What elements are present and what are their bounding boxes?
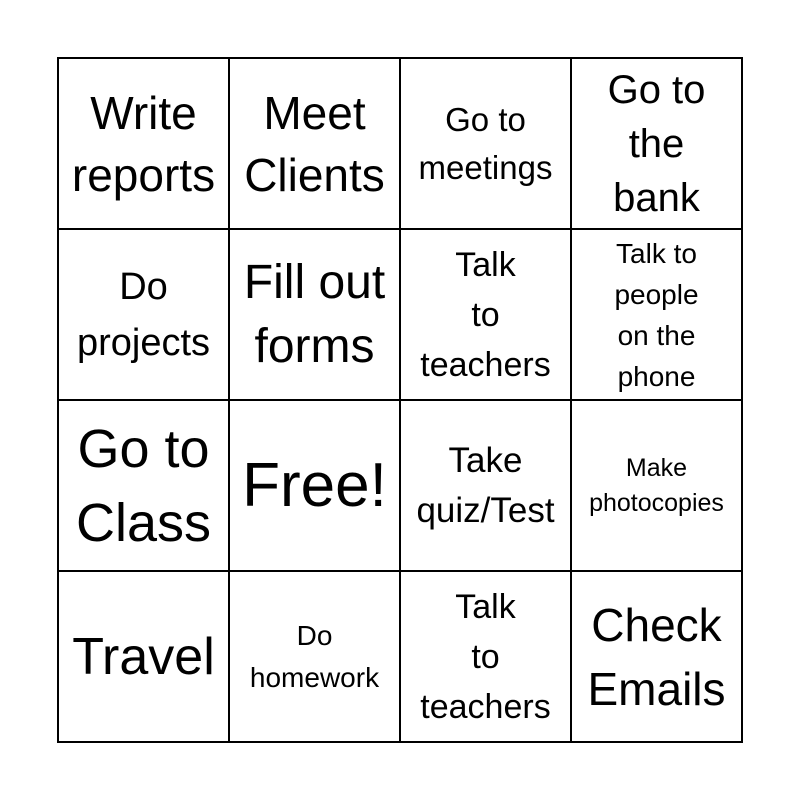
cell-label: Write reports (71, 86, 216, 201)
cell-label: Make photocopies (589, 453, 724, 517)
bingo-cell-make-photocopies[interactable] (572, 401, 743, 572)
cell-label: Go to Class (75, 418, 212, 553)
cell-label: Talk to teachers (420, 587, 551, 726)
cell-label: Fill out forms (243, 255, 386, 373)
cell-label: Take quiz/Test (416, 440, 555, 530)
bingo-board (57, 57, 743, 743)
bingo-cell-go-to-meetings[interactable] (401, 59, 572, 230)
bingo-cell-write-reports[interactable] (59, 59, 230, 230)
bingo-cell-do-homework[interactable] (230, 572, 401, 743)
cell-label: Meet Clients (244, 86, 385, 201)
bingo-cell-go-to-the-bank[interactable] (572, 59, 743, 230)
bingo-cell-talk-to-teachers[interactable] (401, 230, 572, 401)
bingo-cell-travel[interactable] (59, 572, 230, 743)
cell-label: Travel (72, 627, 215, 686)
cell-label: Check Emails (587, 598, 726, 715)
cell-label: Do homework (249, 619, 380, 693)
bingo-cell-fill-out-forms[interactable] (230, 230, 401, 401)
cell-label: Talk to teachers (420, 245, 551, 384)
cell-label: Go to meetings (418, 100, 553, 186)
bingo-cell-go-to-class[interactable] (59, 401, 230, 572)
bingo-cell-meet-clients[interactable] (230, 59, 401, 230)
bingo-cell-check-emails[interactable] (572, 572, 743, 743)
bingo-cell-free-space[interactable] (230, 401, 401, 572)
cell-label: Go to the bank (607, 67, 706, 220)
bingo-cell-talk-to-teachers-2[interactable] (401, 572, 572, 743)
bingo-cell-take-quiz-test[interactable] (401, 401, 572, 572)
bingo-cell-talk-to-people-on-the-phone[interactable] (572, 230, 743, 401)
cell-label: Talk to people on the phone (614, 237, 699, 392)
cell-label: Free! (242, 450, 387, 520)
cell-label: Do projects (76, 265, 211, 364)
bingo-cell-do-projects[interactable] (59, 230, 230, 401)
